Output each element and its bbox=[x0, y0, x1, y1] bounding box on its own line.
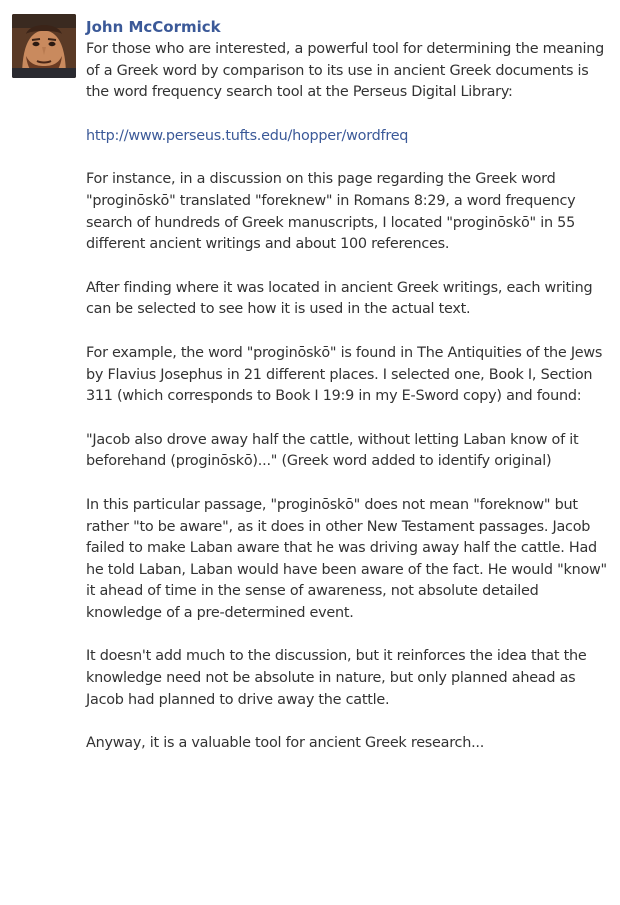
user-avatar-icon bbox=[12, 14, 76, 78]
post-paragraph-analysis: In this particular passage, "proginōskō" does not mean "foreknow" but rather "to be aware", as it does in other New Testament passages. Jacob failed to make Laban aware that he was driving away half the cattle. Had he told Laban, Laban would have been aware of the fact. He would "know" it ahead of time in the sense of awareness, not absolute detailed knowledge of a pre-determined event. bbox=[86, 496, 607, 621]
post-paragraph-finding: After finding where it was located in ancient Greek writings, each writing can be selected to see how it is used in the actual text. bbox=[86, 279, 593, 318]
post-paragraph-intro: For those who are interested, a powerful tool for determining the meaning of a Greek word by comparison to its use in ancient Greek documents is the word frequency search tool at the Perseus Digital Library: bbox=[86, 41, 604, 101]
perseus-wordfreq-link[interactable]: http://www.perseus.tufts.edu/hopper/wordfreq bbox=[86, 127, 409, 144]
avatar[interactable] bbox=[12, 14, 76, 78]
post-paragraph-example: For example, the word "proginōskō" is found in The Antiquities of the Jews by Flavius Josephus in 21 different places. I selected one, Book I, Section 311 (which corresponds to Book I 19:9 in my E-Sword copy) and found: bbox=[86, 344, 603, 405]
author-name-link[interactable]: John McCormick bbox=[86, 18, 221, 36]
post-content bbox=[86, 15, 608, 777]
post-paragraph-closing: Anyway, it is a valuable tool for ancient Greek research... bbox=[86, 735, 485, 752]
post-quote: "Jacob also drove away half the cattle, without letting Laban know of it beforehand (proginōskō)..." (Greek word added to identify original) bbox=[86, 431, 579, 470]
link-paragraph bbox=[86, 126, 608, 148]
post-paragraph-instance: For instance, in a discussion on this page regarding the Greek word "proginōskō" translated "foreknew" in Romans 8:29, a word frequency search of hundreds of Greek manuscripts, I located "proginōskō" in 55 different ancient writings and about 100 references. bbox=[86, 171, 576, 253]
post-paragraph-reinforce: It doesn't add much to the discussion, but it reinforces the idea that the knowledge need not be absolute in nature, but only planned ahead as Jacob had planned to drive away the cattle. bbox=[86, 648, 587, 708]
